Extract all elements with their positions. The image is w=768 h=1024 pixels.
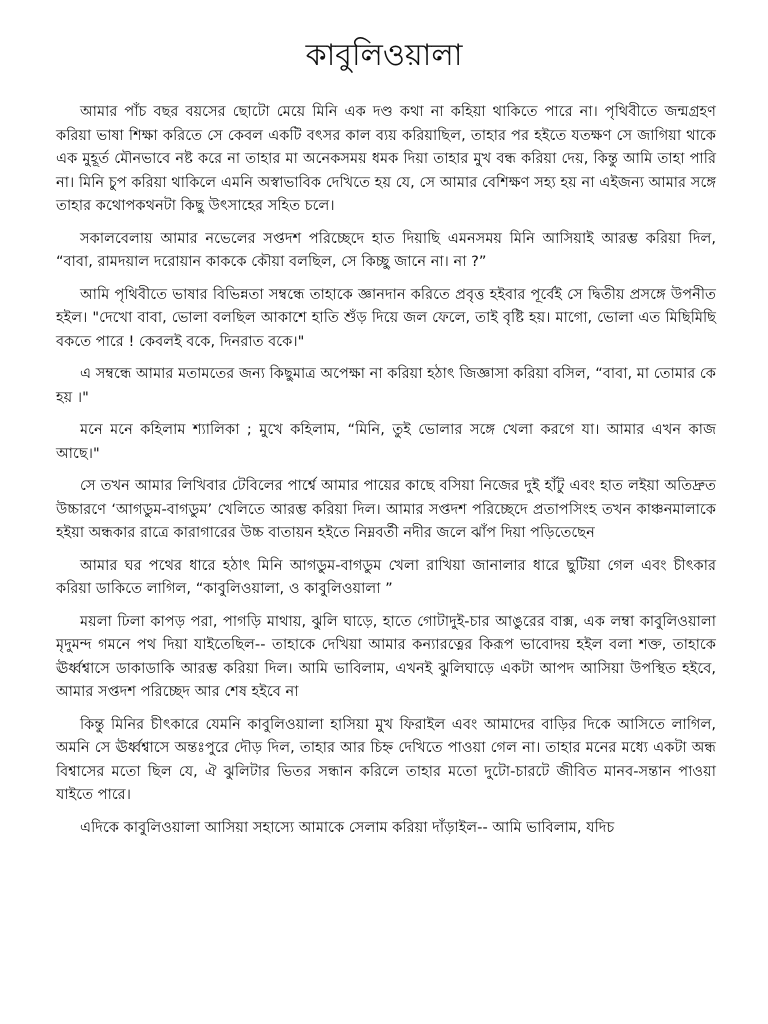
- paragraph-8: ময়লা ঢিলা কাপড় পরা, পাগড়ি মাথায়, ঝুলি ঘাড়ে, হাতে গোটাদুই-চার আঙুরের বাক্স, এক লম্বা কাবুলিওয়ালা মৃদুমন্দ গমনে পথ দিয়া যাইতেছিল-- তাহাকে দেখিয়া আমার কন্যারত্নের কিরূপ ভাবোদয় হইল বলা শক্ত, তাহাকে ঊর্ধ্বশ্বাসে ডাকাডাকি আরম্ভ করিয়া দিল। আমি ভাবিলাম, এখনই ঝুলিঘাড়ে একটা আপদ আসিয়া উপস্থিত হইবে, আমার সপ্তদশ পরিচ্ছেদ আর শেষ হইবে না: [56, 612, 716, 700]
- page-title: কাবুলিওয়ালা: [305, 38, 463, 73]
- paragraph-3: আমি পৃথিবীতে ভাষার বিভিন্নতা সম্বন্ধে তাহাকে জ্ঞানদান করিতে প্রবৃত্ত হইবার পূর্বেই সে দ্বিতীয় প্রসঙ্গে উপনীত হইল। "দেখো বাবা, ভোলা বলছিল আকাশে হাতি শুঁড় দিয়ে জল ফেলে, তাই বৃষ্টি হয়। মাগো, ভোলা এত মিছিমিছি বকতে পারে ! কেবলই বকে, দিনরাত বকে।": [56, 285, 716, 350]
- paragraph-7: আমার ঘর পথের ধারে হঠাৎ মিনি আগডুম-বাগডুম খেলা রাখিয়া জানালার ধারে ছুটিয়া গেল এবং চীৎকার করিয়া ডাকিতে লাগিল, “কাবুলিওয়ালা, ও কাবুলিওয়ালা ”: [56, 556, 716, 597]
- paragraph-2: সকালবেলায় আমার নভেলের সপ্তদশ পরিচ্ছেদে হাত দিয়াছি এমনসময় মিনি আসিয়াই আরম্ভ করিয়া দিল, “বাবা, রামদয়াল দরোয়ান কাককে কৌয়া বলছিল, সে কিচ্ছু জানে না। না ?”: [56, 229, 716, 270]
- paragraph-9: কিন্তু মিনির চীৎকারে যেমনি কাবুলিওয়ালা হাসিয়া মুখ ফিরাইল এবং আমাদের বাড়ির দিকে আসিতে লাগিল, অমনি সে ঊর্ধ্বশ্বাসে অন্তঃপুরে দৌড় দিল, তাহার আর চিহ্ন দেখিতে পাওয়া গেল না। তাহার মনের মধ্যে একটা অন্ধ বিশ্বাসের মতো ছিল যে, ঐ ঝুলিটার ভিতর সন্ধান করিলে তাহার মতো দুটো-চারটে জীবিত মানব-সন্তান পাওয়া যাইতে পারে।: [56, 715, 716, 803]
- paragraph-10: এদিকে কাবুলিওয়ালা আসিয়া সহাস্যে আমাকে সেলাম করিয়া দাঁড়াইল-- আমি ভাবিলাম, যদিচ: [80, 818, 615, 836]
- paragraph-6: সে তখন আমার লিখিবার টেবিলের পার্শ্বে আমার পায়ের কাছে বসিয়া নিজের দুই হাঁটু এবং হাত লইয়া অতিদ্রুত উচ্চারণে ‘আগডুম-বাগডুম’ খেলিতে আরম্ভ করিয়া দিল। আমার সপ্তদশ পরিচ্ছেদে প্রতাপসিংহ তখন কাঞ্চনমালাকে হইয়া অন্ধকার রাত্রে কারাগারের উচ্চ বাতায়ন হইতে নিম্নবর্তী নদীর জলে ঝাঁপ দিয়া পড়িতেছেন: [56, 477, 716, 541]
- story-body: [56, 100, 716, 848]
- paragraph-1: আমার পাঁচ বছর বয়সের ছোটো মেয়ে মিনি এক দণ্ড কথা না কহিয়া থাকিতে পারে না। পৃথিবীতে জন্মগ্রহণ করিয়া ভাষা শিক্ষা করিতে সে কেবল একটি বৎসর কাল ব্যয় করিয়াছিল, তাহার পর হইতে যতক্ষণ সে জাগিয়া থাকে এক মুহূর্ত মৌনভাবে নষ্ট করে না তাহার মা অনেকসময় ধমক দিয়া তাহার মুখ বন্ধ করিয়া দেয়, কিন্তু আমি তাহা পারি না। মিনি চুপ করিয়া থাকিলে এমনি অস্বাভাবিক দেখিতে হয় যে, সে আমার বেশিক্ষণ সহ্য হয় না এইজন্য আমার সঙ্গে তাহার কথোপকথনটা কিছু উৎসাহের সহিত চলে।: [56, 103, 716, 214]
- paragraph-5: মনে মনে কহিলাম শ্যালিকা ; মুখে কহিলাম, “মিনি, তুই ভোলার সঙ্গে খেলা করগে যা। আমার এখন কাজ আছে।": [56, 421, 716, 462]
- paragraph-4: এ সম্বন্ধে আমার মতামতের জন্য কিছুমাত্র অপেক্ষা না করিয়া হঠাৎ জিজ্ঞাসা করিয়া বসিল, “বাবা, মা তোমার কে হয় ।": [56, 365, 716, 406]
